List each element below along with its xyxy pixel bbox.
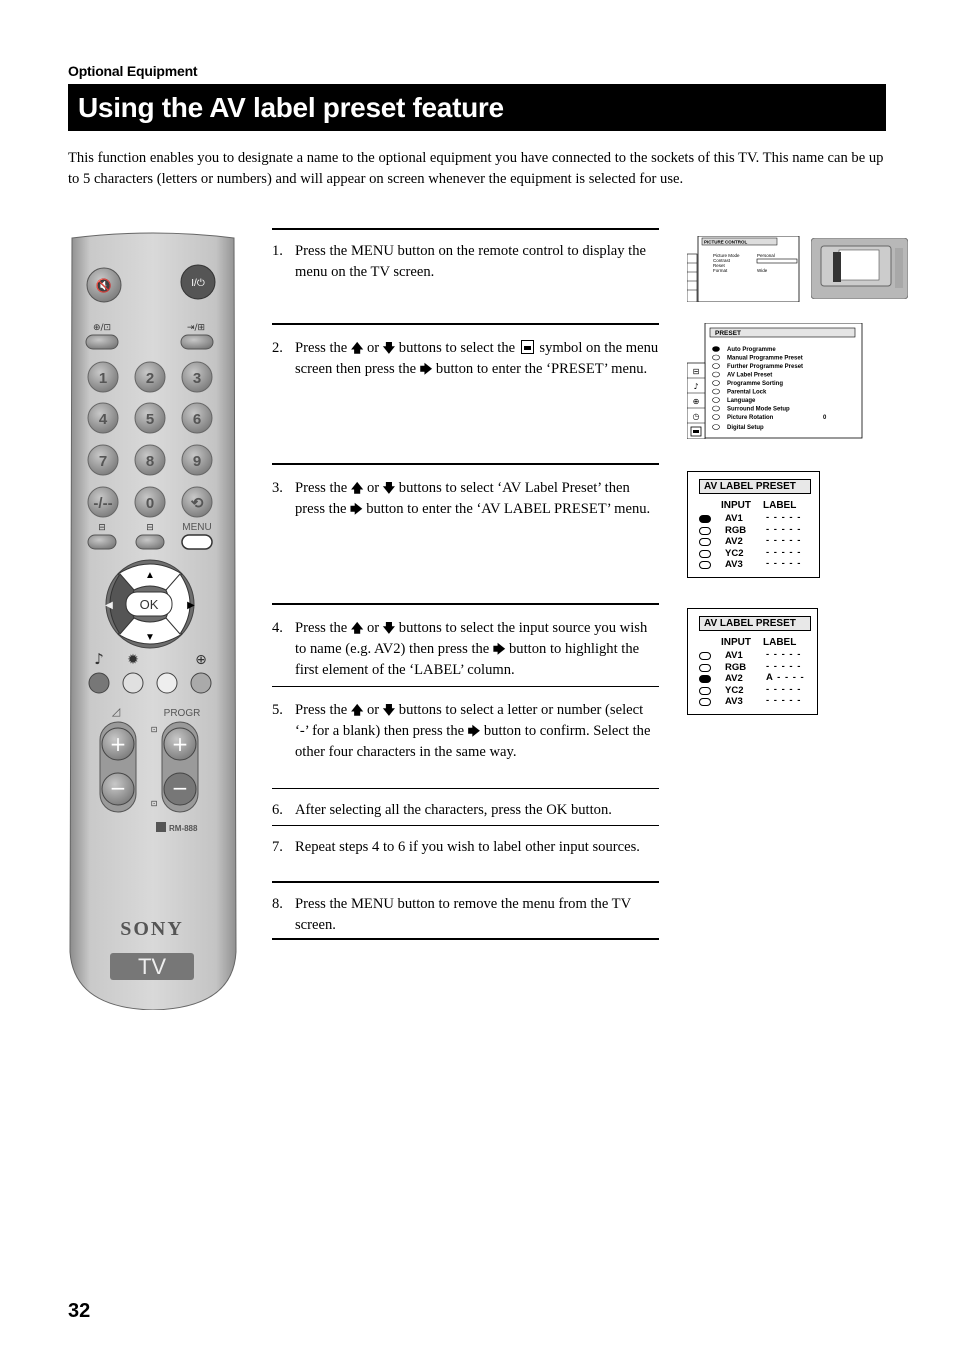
preset-menu-screen (687, 323, 863, 439)
model-label: RM-888 (169, 824, 198, 833)
svg-text:Wide: Wide (757, 268, 768, 273)
digit-7: 7 (98, 453, 108, 470)
digit-6: 6 (192, 411, 202, 428)
digit-1: 1 (98, 370, 108, 387)
ok-label: OK (139, 597, 159, 612)
divider (272, 686, 659, 687)
progr-label: PROGR (163, 708, 201, 719)
digit-3: 3 (192, 370, 202, 387)
svg-text:♪: ♪ (693, 382, 699, 391)
divider (272, 603, 659, 605)
svg-text:⊕/⊡: ⊕/⊡ (92, 323, 112, 333)
divider (272, 938, 659, 940)
svg-text:⊕: ⊕ (692, 397, 700, 406)
label-column-header: LABEL (763, 500, 797, 511)
preset-symbol-icon (521, 340, 534, 354)
av-screen-title: AV LABEL PRESET (699, 616, 811, 631)
picture-control-title: PICTURE CONTROL (704, 239, 748, 245)
right-arrow-icon: 🡆 (492, 642, 506, 656)
divider (272, 881, 659, 883)
down-arrow-icon: 🡇 (382, 341, 396, 355)
digit-0: 0 (145, 495, 155, 512)
svg-text:⇥/⊞: ⇥/⊞ (186, 323, 206, 333)
av-label-preset-screen-1 (687, 471, 820, 578)
menu-label: MENU (182, 522, 212, 533)
svg-text:−: − (171, 776, 189, 800)
svg-text:◿: ◿ (111, 705, 121, 718)
svg-text:Picture Mode: Picture Mode (713, 253, 740, 258)
svg-text:⊕: ⊕ (195, 652, 207, 668)
svg-text:◀: ◀ (105, 600, 113, 611)
up-arrow-icon: 🡅 (350, 703, 364, 717)
av-row: AV3 - - - - - (699, 559, 814, 571)
tv-set-illustration (811, 238, 908, 299)
svg-text:Surround Mode Setup: Surround Mode Setup (727, 406, 790, 413)
divider (272, 788, 659, 789)
picture-control-screen (687, 236, 800, 302)
right-arrow-icon: 🡆 (467, 724, 481, 738)
tv-label: TV (137, 954, 167, 979)
av-row: AV1 - - - - - (699, 513, 814, 525)
svg-text:▶: ▶ (187, 600, 195, 611)
page-number: 32 (68, 1300, 91, 1322)
right-arrow-icon: 🡆 (350, 502, 363, 516)
svg-text:Contrast: Contrast (713, 258, 731, 263)
digit-5: 5 (145, 411, 155, 428)
svg-text:⟲: ⟲ (190, 495, 204, 512)
av-row: AV3 - - - - - (699, 696, 814, 708)
svg-text:⊡: ⊡ (150, 725, 158, 734)
svg-text:Format: Format (713, 268, 728, 273)
av-row: YC2 - - - - - (699, 548, 814, 560)
svg-text:Auto Programme: Auto Programme (727, 347, 776, 353)
divider (272, 463, 659, 465)
down-arrow-icon: 🡇 (382, 621, 396, 635)
svg-text:+: + (171, 732, 189, 756)
up-arrow-icon: 🡅 (350, 341, 364, 355)
svg-text:♪: ♪ (94, 650, 104, 668)
svg-text:✹: ✹ (127, 652, 139, 668)
svg-text:Programme Sorting: Programme Sorting (727, 381, 784, 387)
intro-paragraph: This function enables you to designate a name to the optional equipment you have connected to the sockets of this TV. This name can be up to 5 characters (letters or numbers) and will appear on screen whenever the equipment is selected for use. (68, 150, 884, 187)
svg-text:+: + (109, 732, 127, 756)
av-row: RGB - - - - - (699, 662, 814, 674)
up-arrow-icon: 🡅 (350, 481, 364, 495)
down-arrow-icon: 🡇 (382, 703, 396, 717)
svg-text:⊟: ⊟ (146, 523, 154, 533)
digit-8: 8 (145, 453, 155, 470)
av-row: RGB - - - - - (699, 525, 814, 537)
svg-text:−: − (109, 776, 127, 800)
up-arrow-icon: 🡅 (350, 621, 364, 635)
digit-2: 2 (145, 370, 155, 387)
remote-control-svg (68, 232, 238, 1010)
av-row: YC2 - - - - - (699, 685, 814, 697)
svg-text:Picture Rotation: Picture Rotation (727, 415, 774, 421)
svg-text:⊡: ⊡ (150, 799, 158, 808)
svg-text:Manual Programme Preset: Manual Programme Preset (727, 355, 803, 362)
av-row: AV2 A - - - - (699, 673, 814, 685)
digit-4: 4 (98, 411, 108, 428)
input-column-header: INPUT (721, 637, 751, 648)
svg-text:-/--: -/-- (93, 495, 113, 512)
svg-text:0: 0 (823, 415, 827, 421)
svg-text:🔇: 🔇 (95, 279, 113, 294)
svg-text:⊟: ⊟ (98, 523, 106, 533)
input-column-header: INPUT (721, 500, 751, 511)
av-row: AV2 - - - - - (699, 536, 814, 548)
svg-text:AV Label Preset: AV Label Preset (727, 372, 773, 379)
digit-9: 9 (192, 453, 202, 470)
down-arrow-icon: 🡇 (382, 481, 396, 495)
section-label: Optional Equipment (68, 63, 198, 79)
page-title: Using the AV label preset feature (68, 84, 886, 131)
svg-text:Further Programme Preset: Further Programme Preset (727, 364, 804, 370)
svg-text:Parental Lock: Parental Lock (727, 389, 767, 396)
label-column-header: LABEL (763, 637, 797, 648)
remote-control-illustration (68, 232, 238, 1010)
svg-text:▼: ▼ (145, 632, 155, 643)
brand-label: SONY (120, 918, 184, 940)
svg-text:▲: ▲ (145, 570, 155, 581)
preset-title: PRESET (715, 330, 742, 337)
divider (272, 323, 659, 325)
svg-text:⊟: ⊟ (692, 367, 700, 376)
svg-text:Language: Language (727, 398, 756, 404)
divider (272, 228, 659, 230)
svg-text:Personal: Personal (757, 253, 775, 258)
svg-text:Reset: Reset (713, 263, 725, 268)
svg-text:Digital Setup: Digital Setup (727, 425, 764, 431)
svg-text:◷: ◷ (692, 412, 700, 421)
right-arrow-icon: 🡆 (419, 362, 433, 376)
svg-text:I/⏻: I/⏻ (191, 278, 205, 289)
av-row: AV1 - - - - - (699, 650, 814, 662)
av-screen-title: AV LABEL PRESET (699, 479, 811, 494)
av-label-preset-screen-2 (687, 608, 818, 715)
divider (272, 825, 659, 826)
